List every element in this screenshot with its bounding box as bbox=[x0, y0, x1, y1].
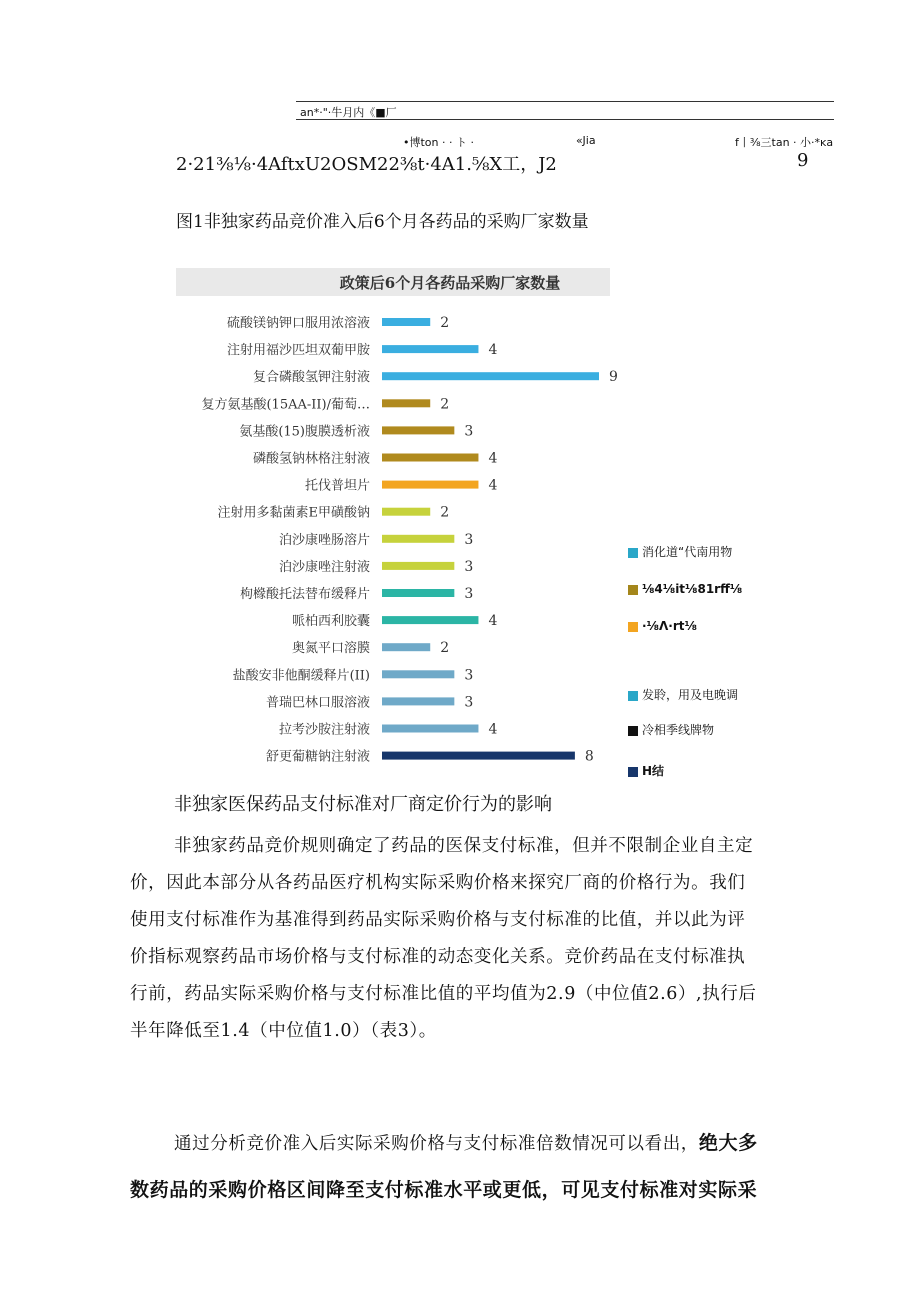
bar bbox=[382, 589, 454, 597]
category-label: 硫酸镁钠钾口服用浓溶液 bbox=[226, 316, 370, 331]
category-label: 舒更葡糖钠注射液 bbox=[265, 749, 370, 765]
category-label: 托伐普坦片 bbox=[304, 478, 370, 494]
category-label: 注射用多黏菌素E甲磺酸钠 bbox=[217, 505, 370, 521]
legend-swatch bbox=[628, 767, 638, 777]
bar-chart bbox=[160, 262, 630, 772]
legend-label: 发聆，用及电晚调 bbox=[642, 688, 739, 702]
data-label: 8 bbox=[584, 748, 594, 765]
header-rule-top bbox=[296, 101, 834, 102]
bar bbox=[382, 372, 599, 380]
bar bbox=[382, 725, 478, 733]
legend-item bbox=[628, 582, 742, 596]
legend-item bbox=[628, 686, 738, 703]
legend-item bbox=[628, 721, 714, 738]
legend-label: H结 bbox=[642, 764, 665, 778]
paragraph-2-bold-start: 绝大多 bbox=[698, 1132, 758, 1154]
paragraph-line: 非独家药品竞价规则确定了药品的医保支付标准，但并不限制企业自主定 bbox=[174, 836, 754, 856]
data-label: 2 bbox=[440, 504, 450, 521]
data-label: 3 bbox=[464, 531, 474, 548]
paragraph-1 bbox=[130, 828, 830, 1050]
data-label: 3 bbox=[464, 667, 474, 684]
bar bbox=[382, 752, 575, 760]
data-label: 4 bbox=[488, 721, 498, 738]
data-label: 4 bbox=[488, 450, 498, 467]
data-label: 4 bbox=[488, 342, 498, 359]
header-rule-bottom bbox=[296, 119, 834, 120]
category-label: 注射用福沙匹坦双葡甲胺 bbox=[226, 343, 370, 359]
header-small-b: «Jia bbox=[576, 134, 596, 147]
bar bbox=[382, 670, 454, 678]
category-label: 磷酸氢钠林格注射液 bbox=[252, 451, 370, 467]
category-label: 复合磷酸氢钾注射液 bbox=[252, 370, 370, 386]
data-label: 3 bbox=[464, 694, 474, 711]
category-label: 哌柏西利胶囊 bbox=[291, 614, 370, 630]
legend-label: ⅛4⅛it⅛81rff⅛ bbox=[642, 582, 743, 596]
data-label: 2 bbox=[440, 640, 450, 657]
paragraph-line: 价，因此本部分从各药品医疗机构实际采购价格来探究厂商的价格行为。我们 bbox=[130, 873, 746, 893]
paragraph-line: 半年降低至1.4（中位值1.0）（表3）。 bbox=[130, 1021, 437, 1041]
category-label: 盐酸安非他酮缓释片(II) bbox=[232, 668, 370, 684]
data-label: 3 bbox=[464, 558, 474, 575]
data-label: 4 bbox=[488, 477, 498, 494]
paragraph-line: 使用支付标准作为基准得到药品实际采购价格与支付标准的比值，并以此为评 bbox=[130, 910, 746, 930]
legend-label: 消化道“代南用物 bbox=[642, 545, 733, 559]
category-label: 普瑞巴林口服溶液 bbox=[265, 695, 370, 711]
bar bbox=[382, 426, 454, 434]
paragraph-line: 价指标观察药品市场价格与支付标准的动态变化关系。竞价药品在支付标准执 bbox=[130, 947, 746, 967]
figure-caption: 图1非独家药品竞价准入后6个月各药品的采购厂家数量 bbox=[176, 212, 589, 232]
chart-title: 政策后6个月各药品采购厂家数量 bbox=[339, 274, 561, 292]
paragraph-2-bold-line: 数药品的采购价格区间降至支付标准水平或更低，可见支付标准对实际采 bbox=[130, 1179, 758, 1201]
data-label: 4 bbox=[488, 613, 498, 630]
bar bbox=[382, 454, 478, 462]
legend-item bbox=[628, 619, 697, 633]
header-line1: an*·"·牛月内《■厂 bbox=[300, 106, 397, 119]
category-label: 泊沙康唑肠溶片 bbox=[278, 532, 370, 548]
header-garbled-row: 2·21⅜⅛·4AftxU2OSM22⅜t·4A1.⅝X工，J2 bbox=[176, 154, 557, 175]
data-label: 2 bbox=[440, 315, 450, 331]
legend-item bbox=[628, 543, 732, 560]
paragraph-2 bbox=[130, 1120, 830, 1214]
legend-label: 冷相季线牌物 bbox=[642, 723, 715, 737]
legend-swatch bbox=[628, 585, 638, 595]
header-garbled-number: 9 bbox=[797, 150, 809, 171]
bar bbox=[382, 345, 478, 353]
header-small-a: •博ton · · ト · bbox=[403, 136, 474, 149]
legend-swatch bbox=[628, 726, 638, 736]
category-label: 奥氮平口溶膜 bbox=[291, 641, 370, 657]
bar bbox=[382, 481, 478, 489]
bar bbox=[382, 318, 430, 326]
category-label: 枸橼酸托法替布缓释片 bbox=[239, 587, 370, 602]
paragraph-line: 行前，药品实际采购价格与支付标准比值的平均值为2.9（中位值2.6）,执行后 bbox=[130, 984, 757, 1004]
bar bbox=[382, 562, 454, 570]
section-heading: 非独家医保药品支付标准对厂商定价行为的影响 bbox=[174, 794, 552, 815]
bar bbox=[382, 616, 478, 624]
data-label: 9 bbox=[609, 369, 618, 386]
paragraph-2-normal: 通过分析竞价准入后实际采购价格与支付标准倍数情况可以看出， bbox=[174, 1134, 699, 1154]
bar bbox=[382, 508, 430, 516]
legend-swatch bbox=[628, 548, 638, 558]
bar bbox=[382, 643, 430, 651]
data-label: 2 bbox=[440, 396, 450, 413]
bar bbox=[382, 399, 430, 407]
bar bbox=[382, 697, 454, 705]
legend-swatch bbox=[628, 691, 638, 701]
bar bbox=[382, 535, 454, 543]
category-label: 拉考沙胺注射液 bbox=[278, 722, 370, 738]
legend-swatch bbox=[628, 622, 638, 632]
data-label: 3 bbox=[464, 423, 474, 440]
category-label: 复方氨基酸(15AA-II)/葡萄… bbox=[201, 397, 370, 413]
chart-marks bbox=[201, 315, 617, 765]
legend-item bbox=[628, 762, 664, 779]
legend-label: ·⅛Λ·rt⅛ bbox=[642, 619, 697, 633]
category-label: 氨基酸(15)腹膜透析液 bbox=[239, 424, 370, 440]
paragraph-line bbox=[130, 1120, 830, 1167]
data-label: 3 bbox=[464, 586, 474, 602]
header-small-c: f丨⅜三tan · 小·*ĸa bbox=[735, 136, 834, 149]
category-label: 泊沙康唑注射液 bbox=[278, 559, 370, 575]
